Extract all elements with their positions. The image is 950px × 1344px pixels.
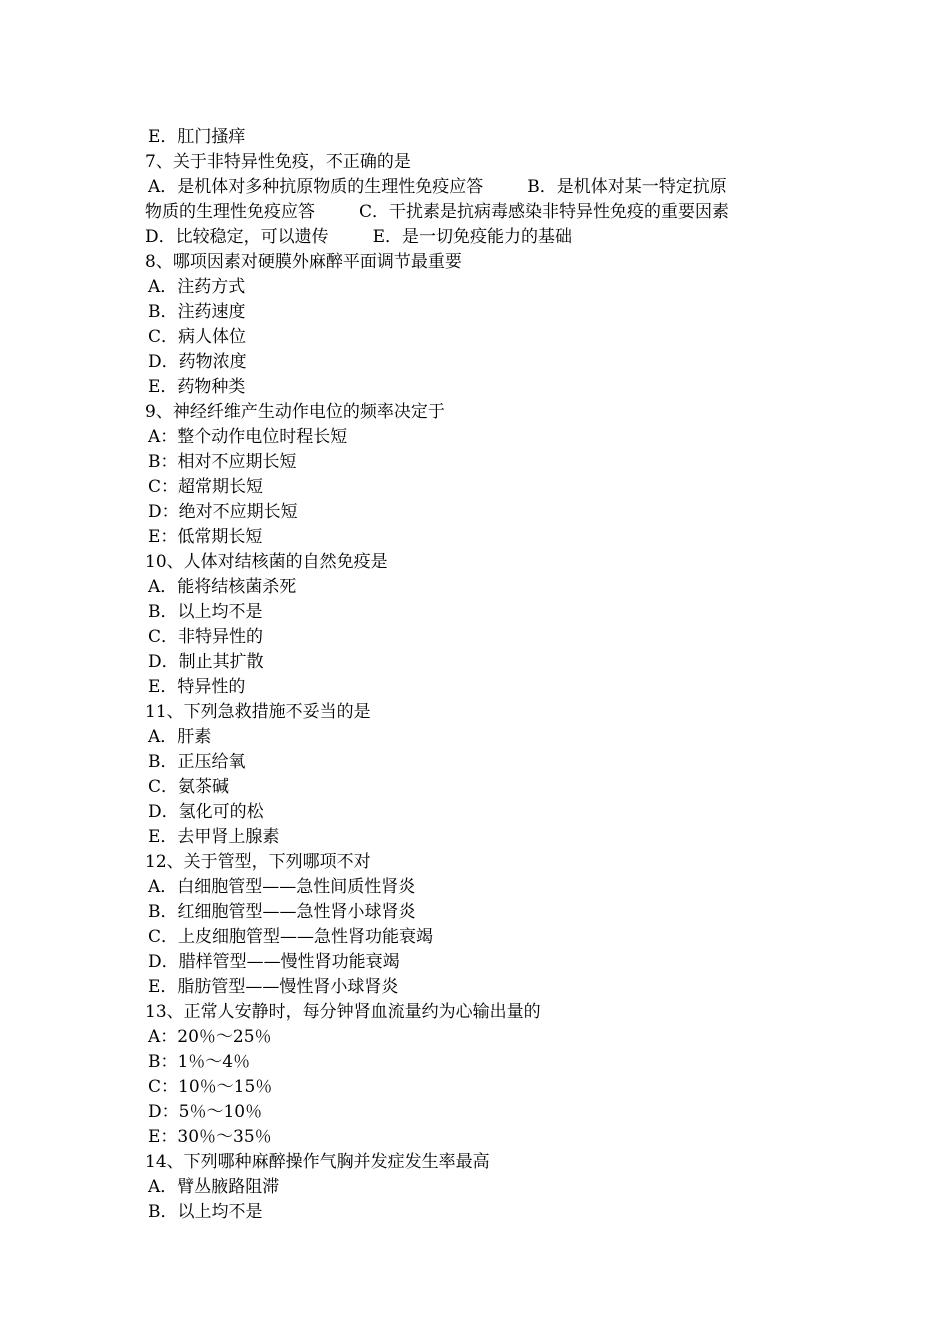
answer-line (145, 625, 810, 650)
answer-line (145, 975, 810, 1000)
document-page (145, 125, 810, 1225)
option-text: C．病人体位 (148, 327, 247, 347)
option-text: E．是一切免疫能力的基础 (372, 227, 573, 247)
question-stem (145, 1150, 810, 1175)
question-stem (145, 150, 810, 175)
answer-line (145, 300, 810, 325)
answer-line (145, 225, 810, 250)
answer-line (145, 1050, 810, 1075)
answer-line (145, 1025, 810, 1050)
answer-line (145, 950, 810, 975)
option-text: A．能将结核菌杀死 (148, 577, 297, 597)
answer-line (145, 525, 810, 550)
option-text: C：10％～15％ (148, 1077, 273, 1097)
answer-line (145, 600, 810, 625)
option-text: B．以上均不是 (148, 1202, 263, 1222)
question-stem (145, 700, 810, 725)
question-text: 14、下列哪种麻醉操作气胸并发症发生率最高 (145, 1152, 490, 1172)
question-stem (145, 250, 810, 275)
answer-line (145, 675, 810, 700)
option-text: E．脂肪管型——慢性肾小球肾炎 (148, 977, 399, 997)
option-text: B．正压给氧 (148, 752, 246, 772)
answer-line (145, 275, 810, 300)
answer-line (145, 825, 810, 850)
option-text: C：超常期长短 (148, 477, 264, 497)
answer-line (145, 200, 810, 225)
answer-line (145, 800, 810, 825)
answer-line (145, 875, 810, 900)
option-text: E：低常期长短 (148, 527, 263, 547)
option-text: B．注药速度 (148, 302, 246, 322)
option-text: D：绝对不应期长短 (148, 502, 298, 522)
answer-line (145, 775, 810, 800)
option-text: B：1％～4％ (148, 1052, 251, 1072)
question-text: 12、关于管型，下列哪项不对 (145, 852, 371, 872)
answer-line (145, 650, 810, 675)
option-text: B．红细胞管型——急性肾小球肾炎 (148, 902, 416, 922)
question-text: 7、关于非特异性免疫，不正确的是 (145, 152, 411, 172)
option-text: C．非特异性的 (148, 627, 264, 647)
option-text: D．制止其扩散 (148, 652, 264, 672)
answer-line (145, 350, 810, 375)
answer-line (145, 925, 810, 950)
option-text: A．注药方式 (148, 277, 246, 297)
question-text: 13、正常人安静时，每分钟肾血流量约为心输出量的 (145, 1002, 541, 1022)
answer-line (145, 1200, 810, 1225)
answer-line (145, 1075, 810, 1100)
option-text: B．是机体对某一特定抗原 (527, 177, 727, 197)
answer-line (145, 725, 810, 750)
option-text: D．药物浓度 (148, 352, 247, 372)
question-text: 10、人体对结核菌的自然免疫是 (145, 552, 388, 572)
option-text: A．是机体对多种抗原物质的生理性免疫应答 (148, 177, 484, 197)
option-text: 物质的生理性免疫应答 (145, 202, 315, 222)
option-text: E．特异性的 (148, 677, 246, 697)
question-stem (145, 850, 810, 875)
question-text: 11、下列急救措施不妥当的是 (145, 702, 371, 722)
answer-line (145, 425, 810, 450)
option-text: D：5％～10％ (148, 1102, 263, 1122)
answer-line (145, 1175, 810, 1200)
answer-line (145, 450, 810, 475)
option-text: C．氨茶碱 (148, 777, 230, 797)
answer-line (145, 500, 810, 525)
option-text: A：整个动作电位时程长短 (148, 427, 348, 447)
option-text: A．臂丛腋路阻滞 (148, 1177, 280, 1197)
option-text: E．肛门搔痒 (148, 127, 246, 147)
answer-line (145, 325, 810, 350)
option-text: E：30％～35％ (148, 1127, 272, 1147)
answer-line (145, 125, 810, 150)
option-text: A：20％～25％ (148, 1027, 272, 1047)
answer-line (145, 750, 810, 775)
option-text: E．药物种类 (148, 377, 246, 397)
option-text: B：相对不应期长短 (148, 452, 297, 472)
answer-line (145, 475, 810, 500)
option-text: D．比较稳定，可以遗传 (145, 227, 329, 247)
option-text: A．白细胞管型——急性间质性肾炎 (148, 877, 416, 897)
question-stem (145, 400, 810, 425)
answer-line (145, 1100, 810, 1125)
question-stem (145, 550, 810, 575)
option-text: A．肝素 (148, 727, 212, 747)
answer-line (145, 375, 810, 400)
option-text: E．去甲肾上腺素 (148, 827, 280, 847)
option-text: D．氢化可的松 (148, 802, 264, 822)
answer-line (145, 1125, 810, 1150)
question-text: 9、神经纤维产生动作电位的频率决定于 (145, 402, 445, 422)
option-text: C．上皮细胞管型——急性肾功能衰竭 (148, 927, 434, 947)
question-text: 8、哪项因素对硬膜外麻醉平面调节最重要 (145, 252, 462, 272)
answer-line (145, 900, 810, 925)
option-text: D．腊样管型——慢性肾功能衰竭 (148, 952, 400, 972)
option-text: C．干扰素是抗病毒感染非特异性免疫的重要因素 (359, 202, 730, 222)
question-stem (145, 1000, 810, 1025)
option-text: B．以上均不是 (148, 602, 263, 622)
answer-line (145, 575, 810, 600)
answer-line (145, 175, 810, 200)
